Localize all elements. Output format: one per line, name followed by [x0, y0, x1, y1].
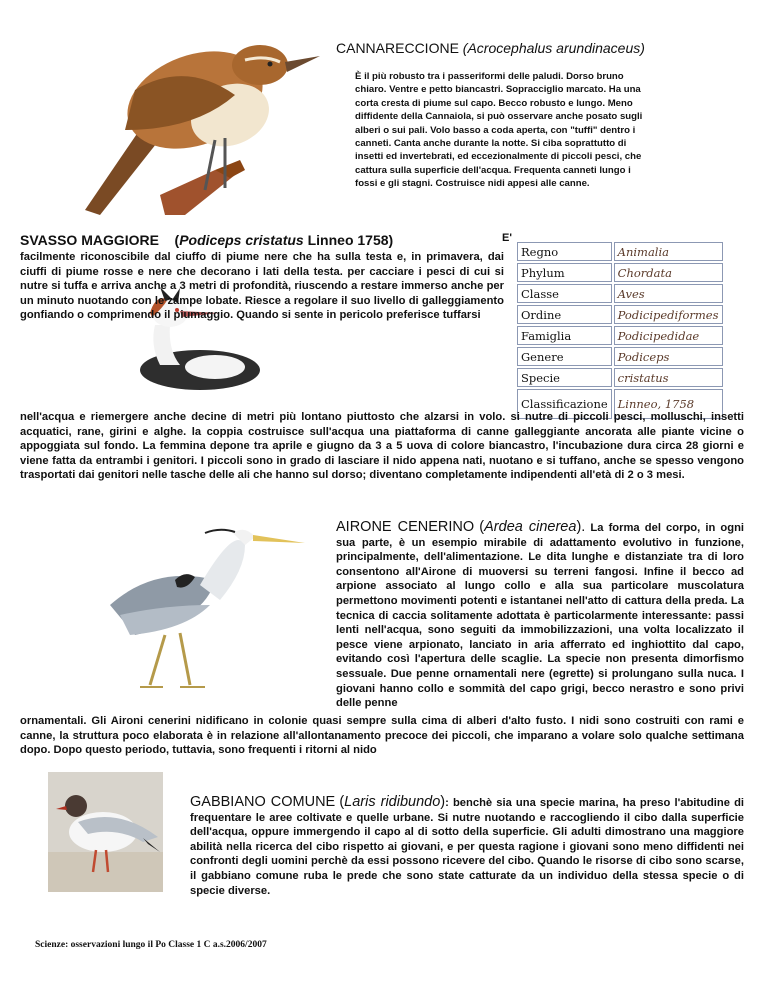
taxonomy-row: [517, 347, 723, 366]
section3-name: AIRONE CENERINO: [336, 519, 475, 535]
section2-title: SVASSO MAGGIORE (Podiceps cristatus Linneo 1758) E': [20, 232, 512, 248]
taxonomy-label: Genere: [517, 347, 612, 366]
taxonomy-value: Animalia: [614, 242, 723, 261]
taxonomy-value: cristatus: [614, 368, 723, 387]
taxonomy-label: Classificazione: [517, 389, 612, 419]
section1-scientific-name: (Acrocephalus arundinaceus): [462, 40, 645, 56]
grey-heron-illustration: [95, 515, 325, 705]
taxonomy-value: Podiceps: [614, 347, 723, 366]
taxonomy-label: Specie: [517, 368, 612, 387]
page-footer: Scienze: osservazioni lungo il Po Classe 1 C a.s.2006/2007: [35, 940, 267, 950]
section2-author: Linneo 1758): [303, 232, 394, 248]
taxonomy-row: [517, 305, 723, 324]
taxonomy-value: Podicipedidae: [614, 326, 723, 345]
taxonomy-row: [517, 284, 723, 303]
taxonomy-label: Ordine: [517, 305, 612, 324]
taxonomy-row: [517, 242, 723, 261]
taxonomy-label: Regno: [517, 242, 612, 261]
taxonomy-label: Phylum: [517, 263, 612, 282]
section2-intro-text: facilmente riconoscibile dal ciuffo di piume nere che ha sulla testa e, in primavera, dai ciuffi di piume rosse e nere che decorano i lati della testa. per cacciare i pesci di cui si nutre si tuffa e arriva anche a 3 metri di profondità, riuscendo a restare immerso anche per un minuto nuotando con le zampe lobate. Riesce a regolare il suo livello di galleggiamento gonfiando o comprimendo il piumaggio. Quando si sente in pericolo preferisce tuffarsi: [20, 251, 504, 322]
section1-description: È il più robusto tra i passeriformi delle paludi. Dorso bruno chiaro. Ventre e petto biancastri. Sopracciglio marcato. Ha una corta cresta di piume sul capo. Becco robusto e lungo. Meno diffidente della Cannaiola, si può osservare anche posato sugli alberi o sui pali. Volo basso a coda aperta, con "tuffi" dentro i canneti. Canta anche durante la notte. Si ciba soprattutto di insetti ed invertebrati, ed eccezionalmente di piccoli pesci, che cattura sulla superficie dell'acqua. Frequenta canneti lungo i fossi e gli stagni. Costruisce nidi appesi alle canne.: [355, 71, 643, 190]
taxonomy-value: Linneo, 1758: [614, 389, 723, 419]
section2-scientific-name: Podiceps cristatus: [179, 232, 304, 248]
section2-name: SVASSO MAGGIORE: [20, 232, 159, 248]
black-headed-gull-photo: [48, 772, 163, 892]
taxonomy-row: [517, 368, 723, 387]
taxonomy-value: Aves: [614, 284, 723, 303]
section2-body-text: nell'acqua e riemergere anche decine di metri più lontano piuttosto che alzarsi in volo. si nutre di piccoli pesci, molluschi, insetti acquatici, rane, girini e alghe. la coppia costruisce sull'acqua una piattaforma di canne galleggiante ancorata alle piante vicine o appoggiata sul fondo. La femmina depone tra aprile e giugno da 3 a 5 uova di colore biancastro, l'incubazione dura circa 28 giorni e viene fatta da entrambi i genitori. I piccoli sono in grado di lasciare il nido appena nati, nuotano e si tuffano, anche se spesso vengono trasportati dai genitori nelle tasche delle ali che hanno sul dorso; diventano completamente indipendenti all'età di 2 o 3 mesi.: [20, 411, 744, 482]
section4-text: GABBIANO COMUNE (Laris ridibundo): benchè sia una specie marina, ha preso l'abitudine di frequentare le aree coltivate e quelle urbane. Si nutre nuotando e raccogliendo il cibo dalla superficie dell'acqua, oppure immergendo il capo al di sotto della superficie. Gli adulti dimostrano una maggiore abilità nella ricerca del cibo rispetto ai giovani, e per questa ragione i giovani sono meno diffidenti nei confronti degli uomini perchè da essi possono ricevere del cibo. Quando le risorse di cibo sono scarse, il gabbiano comune ruba le prede che sono state catturate da un individuo della stessa specie o di specie diverse.: [190, 794, 745, 897]
section4-lead: : benchè sia una specie marina, ha preso: [445, 797, 671, 809]
section1-name: CANNARECCIONE: [336, 40, 459, 56]
taxonomy-label: Classe: [517, 284, 612, 303]
taxonomy-table: [515, 240, 725, 421]
reed-warbler-illustration: [65, 20, 325, 220]
taxonomy-value: Podicipediformes: [614, 305, 723, 324]
taxonomy-row: [517, 326, 723, 345]
section3-lead: La forma del corpo,: [585, 522, 701, 534]
section4-scientific-name: Laris ridibundo: [344, 794, 441, 810]
taxonomy-row: [517, 263, 723, 282]
taxonomy-value: Chordata: [614, 263, 723, 282]
section3-body-text: ornamentali. Gli Aironi cenerini nidificano in colonie quasi sempre sulla cima di alberi d'alto fusto. I nidi sono costruiti con rami e canne, la struttura poco elaborata è in relazione all'allontanamento precoce dei piccoli, che imparano a volare solo qualche settimana dopo. Dopo questo periodo, tuttavia, sono frequenti i ritorni al nido: [20, 715, 744, 757]
section4-name: GABBIANO COMUNE: [190, 794, 336, 810]
section1-title: [336, 40, 736, 56]
section3-text: AIRONE CENERINO (Ardea cinerea). La forma del corpo, in ogni sua parte, è un esempio mirabile di adattamento evolutivo in funzione, principalmente, dell'alimentazione. Le dita lunghe e distanziate tra di loro consentono all'Airone di muoversi su terreni fangosi. Infine il becco ad arpione associato al lungo collo e alla sua particolare muscolatura permettono movimenti potenti e istantanei nell'atto di cattura della preda. La tecnica di caccia solitamente adottata è particolarmente interessante: passi lenti nell'acqua, sono seguiti da immobilizzazioni, una volta localizzato il pesce viene arpionato, lanciato in aria afferrato ed inghiottito dal capo, evitando così l'apertura delle scaglie. La specie non presenta dimorfismo sessuale. Due penne ornamentali nere (egrette) si prolungano sulla nuca. I giovani hanno collo e sommità del capo grigi, becco nerastro e sono privi delle penne: [336, 519, 745, 710]
taxonomy-label: Famiglia: [517, 326, 612, 345]
section3-scientific-name: Ardea cinerea: [484, 519, 577, 535]
section2-title-tail: E': [502, 232, 512, 244]
